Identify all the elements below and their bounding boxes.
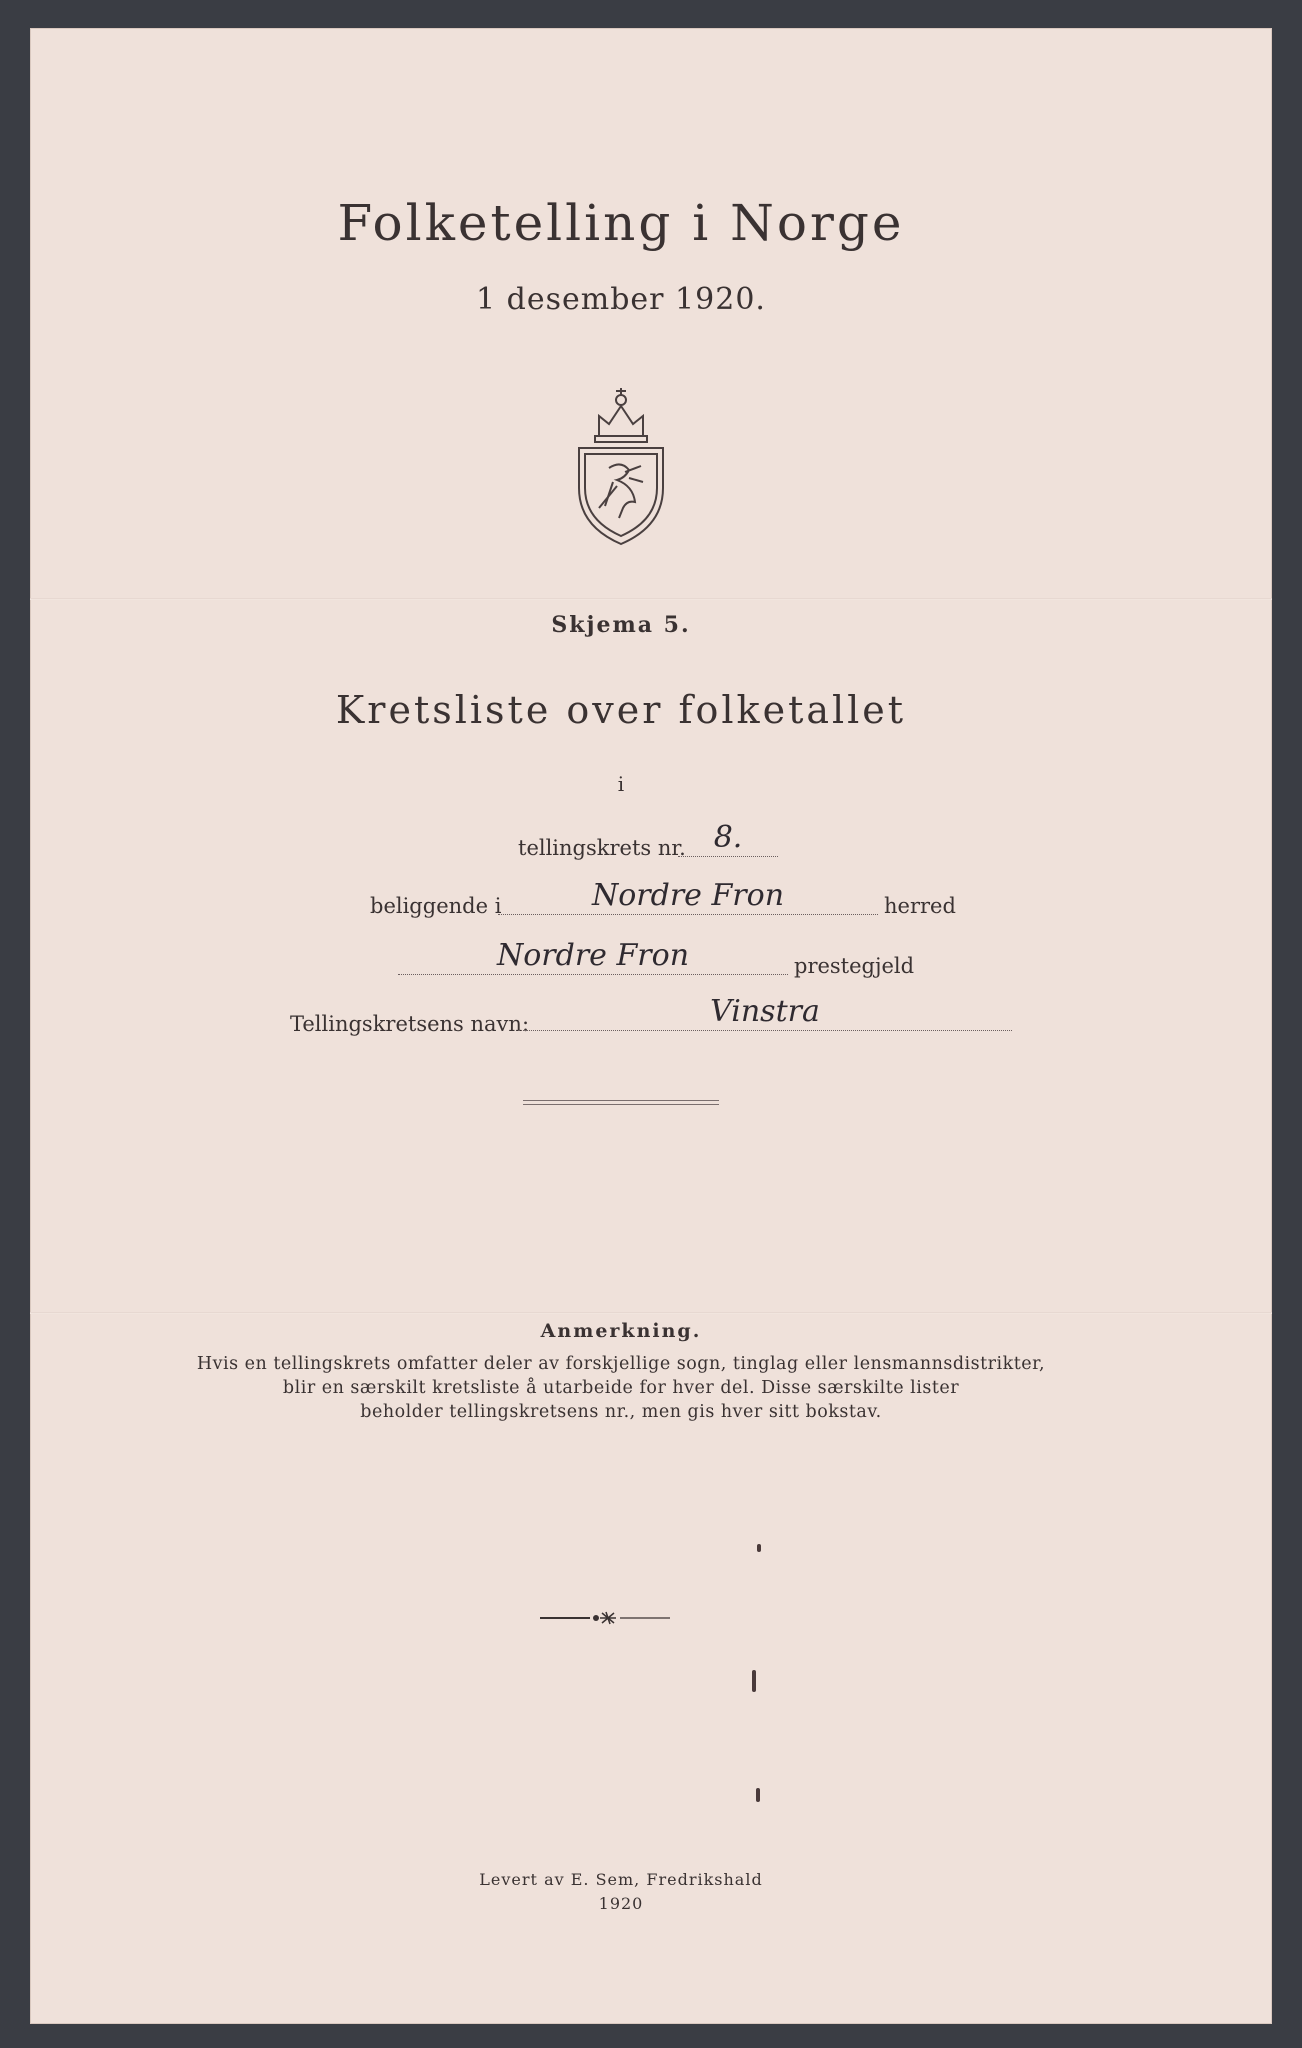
field-suffix-prestegjeld: prestegjeld [794, 954, 915, 978]
schema-number: Skjema 5. [551, 612, 691, 638]
ink-spot [756, 1788, 760, 1802]
note-title: Anmerkning. [540, 1320, 702, 1342]
note-line: blir en særskilt kretsliste å utarbeide for hver del. Disse særskilte lister [282, 1378, 960, 1398]
form-heading: Kretsliste over folketallet [335, 688, 907, 732]
note-line: beholder tellingskretsens nr., men gis hver sitt bokstav. [360, 1402, 882, 1422]
printer-line: Levert av E. Sem, Fredrikshald [479, 1870, 763, 1889]
ornament-divider [540, 1608, 670, 1628]
printer-imprint [0, 1868, 1242, 1916]
ink-spot [752, 1670, 756, 1692]
parish-value[interactable]: Nordre Fron [398, 938, 788, 975]
ink-spot [757, 1544, 761, 1552]
fold-line [30, 1312, 1272, 1314]
district-number-value[interactable]: 8. [678, 820, 778, 857]
field-label-district-number: tellingskrets nr. [518, 836, 686, 860]
note-line: Hvis en tellingskrets omfatter deler av forskjellige sogn, tinglag eller lensmannsdistrikter, [196, 1354, 1046, 1374]
municipality-value[interactable]: Nordre Fron [498, 878, 878, 915]
fold-line [30, 598, 1272, 600]
census-date: 1 desember 1920. [476, 282, 766, 317]
field-suffix-herred: herred [884, 894, 956, 918]
page-title: Folketelling i Norge [337, 194, 905, 252]
printer-year: 1920 [598, 1894, 644, 1913]
connector-word: i [617, 772, 625, 796]
note-text [0, 1352, 1242, 1424]
field-label-located-in: beliggende i [370, 894, 502, 918]
field-label-district-name: Tellingskretsens navn: [290, 1012, 530, 1036]
norwegian-coat-of-arms-icon [569, 378, 673, 548]
divider [523, 1100, 719, 1105]
district-name-value[interactable]: Vinstra [518, 994, 1012, 1031]
